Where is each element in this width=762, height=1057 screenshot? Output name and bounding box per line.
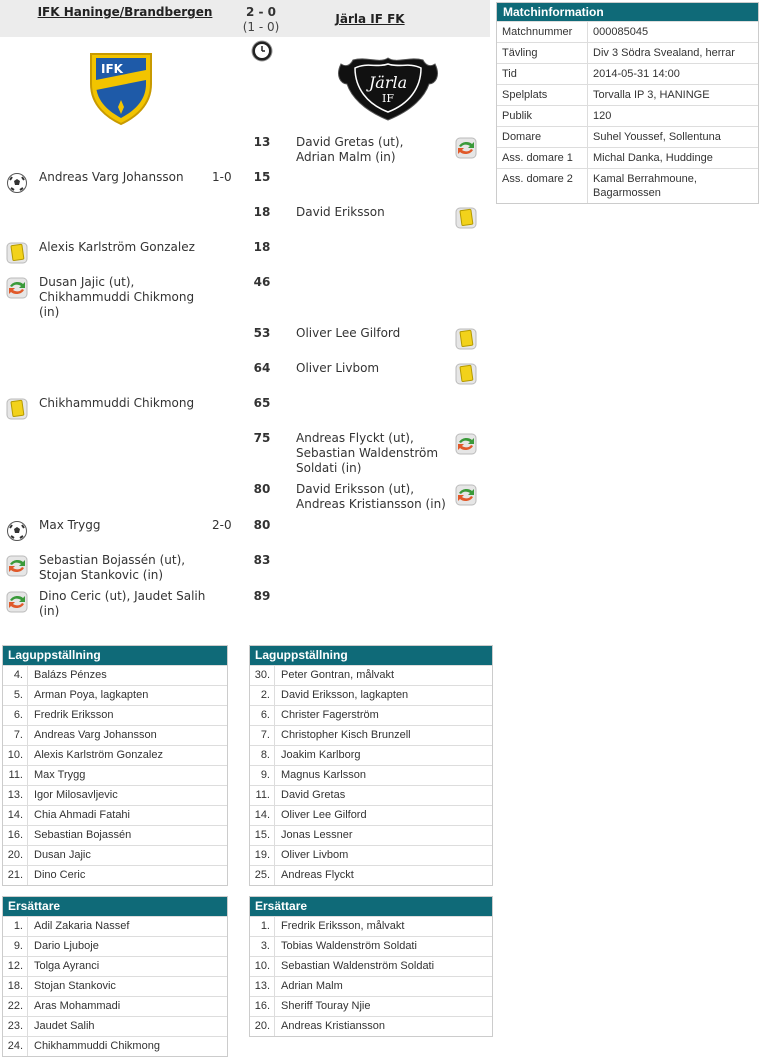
away-event-text: David Gretas (ut), Adrian Malm (in) xyxy=(296,135,404,164)
kickoff-clock-icon xyxy=(251,40,273,62)
player-number: 30. xyxy=(250,666,275,685)
goal-icon xyxy=(6,520,28,542)
svg-text:Järla: Järla xyxy=(368,73,408,92)
player-number: 2. xyxy=(250,686,275,705)
match-info-value: 120 xyxy=(593,110,612,122)
player-name: Andreas Flyckt xyxy=(281,869,354,881)
player-number: 13. xyxy=(250,977,275,996)
home-substitutes-title: Ersättare xyxy=(3,897,227,916)
player-number: 15. xyxy=(250,826,275,845)
match-info-value: 2014-05-31 14:00 xyxy=(593,68,680,80)
event-minute: 53 xyxy=(253,326,271,340)
substitution-icon xyxy=(455,433,477,455)
yellow-card-icon xyxy=(6,398,28,420)
event-minute: 65 xyxy=(253,396,271,410)
match-info-label: Spelplats xyxy=(497,85,588,105)
player-number: 6. xyxy=(3,706,28,725)
event-minute: 18 xyxy=(253,205,271,219)
substitution-icon xyxy=(6,555,28,577)
player-number: 7. xyxy=(3,726,28,745)
match-info-row xyxy=(497,147,758,168)
match-info-label: Matchnummer xyxy=(497,22,588,42)
player-row xyxy=(3,825,227,845)
home-team-crest-icon xyxy=(86,50,156,126)
player-name: Chia Ahmadi Fatahi xyxy=(34,809,130,821)
player-name: Dino Ceric xyxy=(34,869,86,881)
event-minute: 89 xyxy=(253,589,271,603)
player-row xyxy=(3,936,227,956)
player-name: Dario Ljuboje xyxy=(34,940,99,952)
svg-text:IFK: IFK xyxy=(101,62,123,76)
player-number: 19. xyxy=(250,846,275,865)
player-name: Adil Zakaria Nassef xyxy=(34,920,130,932)
player-row xyxy=(250,805,492,825)
substitution-icon xyxy=(6,277,28,299)
player-row xyxy=(250,745,492,765)
match-info-title: Matchinformation xyxy=(497,3,758,21)
match-info-label: Publik xyxy=(497,106,588,126)
player-row xyxy=(3,725,227,745)
player-name: Jonas Lessner xyxy=(281,829,353,841)
player-name: Andreas Kristiansson xyxy=(281,1020,385,1032)
player-row xyxy=(250,956,492,976)
player-row xyxy=(3,785,227,805)
substitution-icon xyxy=(455,137,477,159)
match-info-row xyxy=(497,126,758,147)
away-team-crest-icon xyxy=(333,54,443,122)
player-number: 14. xyxy=(3,806,28,825)
player-number: 14. xyxy=(250,806,275,825)
event-minute: 80 xyxy=(253,518,271,532)
match-info-row xyxy=(497,21,758,42)
player-name: Stojan Stankovic xyxy=(34,980,116,992)
player-number: 3. xyxy=(250,937,275,956)
player-number: 12. xyxy=(3,957,28,976)
player-row xyxy=(3,956,227,976)
event-minute: 83 xyxy=(253,553,271,567)
player-name: Christopher Kisch Brunzell xyxy=(281,729,411,741)
player-number: 7. xyxy=(250,726,275,745)
player-row xyxy=(3,805,227,825)
match-info-value: Suhel Youssef, Sollentuna xyxy=(593,131,721,143)
player-number: 10. xyxy=(3,746,28,765)
player-name: Max Trygg xyxy=(34,769,86,781)
player-row xyxy=(250,976,492,996)
yellow-card-icon xyxy=(6,242,28,264)
match-info-label: Ass. domare 1 xyxy=(497,148,588,168)
svg-text:IF: IF xyxy=(382,92,394,105)
player-name: Oliver Livbom xyxy=(281,849,349,861)
halftime-score: (1 - 0) xyxy=(242,20,280,34)
player-name: Alexis Karlström Gonzalez xyxy=(34,749,163,761)
match-info-label: Ass. domare 2 xyxy=(497,169,588,203)
match-info-value: Torvalla IP 3, HANINGE xyxy=(593,89,710,101)
match-info-row xyxy=(497,105,758,126)
player-name: Balázs Pénzes xyxy=(34,669,107,681)
player-name: Andreas Varg Johansson xyxy=(34,729,157,741)
player-row xyxy=(3,665,227,685)
event-score: 2-0 xyxy=(212,518,232,532)
player-row xyxy=(250,996,492,1016)
player-row xyxy=(3,1036,227,1056)
player-name: Igor Milosavljevic xyxy=(34,789,118,801)
away-event-text: David Eriksson (ut), Andreas Kristiansson (in) xyxy=(296,482,446,511)
away-substitutes-title: Ersättare xyxy=(250,897,492,916)
player-number: 1. xyxy=(3,917,28,936)
match-info-value: Kamal Berrahmoune, Bagarmossen xyxy=(593,173,697,199)
player-row xyxy=(250,825,492,845)
player-row xyxy=(3,865,227,885)
match-info-label: Tid xyxy=(497,64,588,84)
player-row xyxy=(250,685,492,705)
player-number: 10. xyxy=(250,957,275,976)
player-row xyxy=(3,705,227,725)
player-row xyxy=(3,845,227,865)
player-row xyxy=(250,765,492,785)
match-info-row xyxy=(497,63,758,84)
home-event-text: Max Trygg xyxy=(39,518,101,532)
player-name: Aras Mohammadi xyxy=(34,1000,121,1012)
player-row xyxy=(3,765,227,785)
match-info-label: Tävling xyxy=(497,43,588,63)
player-number: 4. xyxy=(3,666,28,685)
event-minute: 18 xyxy=(253,240,271,254)
player-number: 21. xyxy=(3,866,28,885)
event-minute: 46 xyxy=(253,275,271,289)
player-number: 23. xyxy=(3,1017,28,1036)
player-number: 11. xyxy=(250,786,275,805)
player-number: 16. xyxy=(3,826,28,845)
home-team-link[interactable]: IFK Haninge/Brandbergen xyxy=(37,5,213,19)
player-row xyxy=(250,1016,492,1036)
player-row xyxy=(250,916,492,936)
player-row xyxy=(250,865,492,885)
player-name: Chikhammuddi Chikmong xyxy=(34,1040,160,1052)
match-info-row xyxy=(497,42,758,63)
away-team-link[interactable]: Järla IF FK xyxy=(335,12,405,26)
player-row xyxy=(250,705,492,725)
yellow-card-icon xyxy=(455,207,477,229)
player-number: 18. xyxy=(3,977,28,996)
player-row xyxy=(250,936,492,956)
player-number: 13. xyxy=(3,786,28,805)
player-number: 20. xyxy=(250,1017,275,1036)
home-event-text: Chikhammuddi Chikmong xyxy=(39,396,195,410)
match-info-row xyxy=(497,168,758,203)
home-lineup-title: Laguppställning xyxy=(3,646,227,665)
player-name: Adrian Malm xyxy=(281,980,343,992)
player-name: Jaudet Salih xyxy=(34,1020,95,1032)
away-event-text: Oliver Lee Gilford xyxy=(296,326,401,340)
player-row xyxy=(3,976,227,996)
player-number: 5. xyxy=(3,686,28,705)
player-row xyxy=(3,745,227,765)
player-number: 16. xyxy=(250,997,275,1016)
match-info-value: Div 3 Södra Svealand, herrar xyxy=(593,47,735,59)
home-event-text: Sebastian Bojassén (ut), Stojan Stankovic (in) xyxy=(39,553,186,582)
yellow-card-icon xyxy=(455,363,477,385)
match-info-label: Domare xyxy=(497,127,588,147)
player-row xyxy=(250,725,492,745)
player-row xyxy=(250,665,492,685)
match-info-value: Michal Danka, Huddinge xyxy=(593,152,713,164)
player-number: 20. xyxy=(3,846,28,865)
player-number: 11. xyxy=(3,766,28,785)
event-minute: 13 xyxy=(253,135,271,149)
player-name: Sheriff Touray Njie xyxy=(281,1000,371,1012)
away-event-text: David Eriksson xyxy=(296,205,385,219)
player-number: 8. xyxy=(250,746,275,765)
substitution-icon xyxy=(6,591,28,613)
substitution-icon xyxy=(455,484,477,506)
player-name: Tobias Waldenström Soldati xyxy=(281,940,417,952)
yellow-card-icon xyxy=(455,328,477,350)
home-event-text: Alexis Karlström Gonzalez xyxy=(39,240,195,254)
player-row xyxy=(3,685,227,705)
player-name: Fredrik Eriksson, målvakt xyxy=(281,920,405,932)
away-event-text: Oliver Livbom xyxy=(296,361,380,375)
player-number: 9. xyxy=(250,766,275,785)
player-name: Tolga Ayranci xyxy=(34,960,100,972)
player-row xyxy=(3,916,227,936)
player-number: 22. xyxy=(3,997,28,1016)
player-number: 9. xyxy=(3,937,28,956)
home-substitutes-table xyxy=(2,896,228,1057)
event-minute: 75 xyxy=(253,431,271,445)
player-name: Oliver Lee Gilford xyxy=(281,809,367,821)
player-name: Peter Gontran, målvakt xyxy=(281,669,395,681)
event-minute: 64 xyxy=(253,361,271,375)
player-name: Dusan Jajic xyxy=(34,849,91,861)
away-lineup-table xyxy=(249,645,493,886)
player-row xyxy=(250,785,492,805)
match-info-row xyxy=(497,84,758,105)
player-name: Arman Poya, lagkapten xyxy=(34,689,149,701)
event-score: 1-0 xyxy=(212,170,232,184)
home-event-text: Andreas Varg Johansson xyxy=(39,170,184,184)
player-row xyxy=(3,1016,227,1036)
away-event-text: Andreas Flyckt (ut), Sebastian Waldenström Soldati (in) xyxy=(296,431,439,475)
player-name: Sebastian Bojassén xyxy=(34,829,132,841)
home-event-text: Dusan Jajic (ut), Chikhammuddi Chikmong (in) xyxy=(39,275,195,319)
player-number: 6. xyxy=(250,706,275,725)
player-name: Magnus Karlsson xyxy=(281,769,366,781)
player-name: David Gretas xyxy=(281,789,346,801)
away-substitutes-table xyxy=(249,896,493,1037)
player-name: Sebastian Waldenström Soldati xyxy=(281,960,435,972)
player-name: Christer Fagerström xyxy=(281,709,379,721)
player-name: Joakim Karlborg xyxy=(281,749,361,761)
goal-icon xyxy=(6,172,28,194)
player-name: Fredrik Eriksson xyxy=(34,709,114,721)
home-event-text: Dino Ceric (ut), Jaudet Salih (in) xyxy=(39,589,206,618)
player-number: 24. xyxy=(3,1037,28,1056)
away-lineup-title: Laguppställning xyxy=(250,646,492,665)
event-minute: 80 xyxy=(253,482,271,496)
player-number: 1. xyxy=(250,917,275,936)
match-info-value: 000085045 xyxy=(593,26,649,38)
match-info-table xyxy=(496,2,759,204)
home-lineup-table xyxy=(2,645,228,886)
player-name: David Eriksson, lagkapten xyxy=(281,689,409,701)
player-row xyxy=(3,996,227,1016)
event-minute: 15 xyxy=(253,170,271,184)
player-number: 25. xyxy=(250,866,275,885)
player-row xyxy=(250,845,492,865)
final-score: 2 - 0 xyxy=(245,5,277,19)
